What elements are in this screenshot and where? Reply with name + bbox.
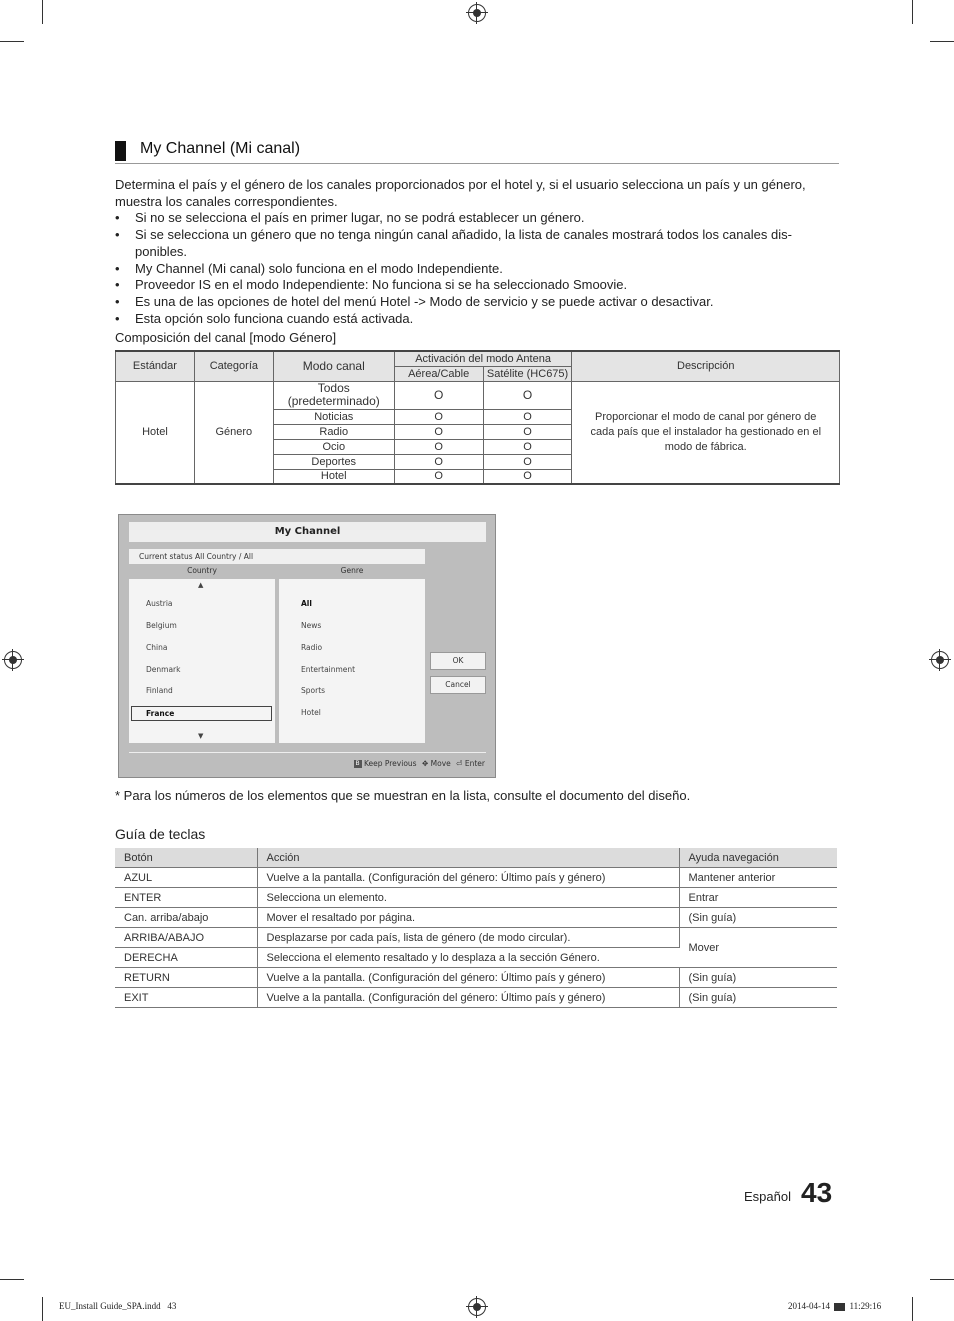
table-caption: Composición del canal [modo Género] <box>115 330 337 345</box>
page-number: 43 <box>801 1177 833 1208</box>
table-row <box>115 888 837 908</box>
cell-aerea: O <box>394 381 483 409</box>
country-item[interactable]: Austria <box>146 599 173 608</box>
cell-ayuda: (Sin guía) <box>679 988 837 1008</box>
cell-modo: Todos (predeterminado) <box>273 381 394 409</box>
cell-boton: Can. arriba/abajo <box>115 908 257 928</box>
section-title-text: My Channel (Mi canal) <box>140 140 301 157</box>
bullet-item: • Proveedor IS en el modo Independiente: No funciona si se ha seleccionado Smoovie. <box>115 277 628 292</box>
cell-modo: Ocio <box>273 439 394 454</box>
blue-key-icon: B <box>355 760 360 767</box>
crop-mark <box>42 1297 43 1321</box>
glyph-placeholder-icon <box>834 1303 845 1311</box>
header-satelite: Satélite (HC675) <box>483 366 572 381</box>
genre-list[interactable] <box>279 579 425 743</box>
cell-accion: Selecciona un elemento. <box>257 888 679 908</box>
osd-status: Current status All Country / All <box>129 549 425 564</box>
table-row <box>115 988 837 1008</box>
cell-satelite: O <box>483 381 572 409</box>
bullet-item: • Esta opción solo funciona cuando está activada. <box>115 311 414 326</box>
language-label: Español <box>744 1189 791 1204</box>
print-time-value: 11:29:16 <box>849 1301 882 1311</box>
intro-paragraph: Determina el país y el género de los canales proporcionados por el hotel y, si el usuario selecciona un país y un género, muestra los canales correspondientes. <box>115 177 806 209</box>
crop-mark <box>42 0 43 24</box>
genre-header: Genre <box>340 566 364 575</box>
cell-boton: ARRIBA/ABAJO <box>115 928 257 948</box>
move-arrows-icon: ✥ <box>421 759 429 768</box>
osd-title: My Channel <box>129 522 486 542</box>
country-item-selected[interactable]: France <box>131 706 272 721</box>
genre-item[interactable]: Radio <box>301 643 323 652</box>
cell-accion: Desplazarse por cada país, lista de género (de modo circular). <box>257 928 679 948</box>
header-aerea: Aérea/Cable <box>394 366 483 381</box>
cell-ayuda: Mover <box>679 928 837 968</box>
cell-boton: EXIT <box>115 988 257 1008</box>
bullet-item: • Si no se selecciona el país en primer lugar, no se podrá establecer un género. <box>115 210 585 225</box>
key-guide-title: Guía de teclas <box>115 826 206 842</box>
registration-mark-icon <box>468 4 486 22</box>
bullet-item: • Es una de las opciones de hotel del menú Hotel -> Modo de servicio y se puede activar o desactivar. <box>115 294 714 309</box>
bullet-item: • Si se selecciona un género que no tenga ningún canal añadido, la lista de canales mostrará todos los canales dis-ponibles. <box>115 227 792 259</box>
cell-ayuda: Entrar <box>679 888 837 908</box>
cell-aerea: O <box>394 409 483 424</box>
header-estandar: Estándar <box>116 351 195 381</box>
crop-mark <box>912 0 913 24</box>
crop-mark <box>0 1279 24 1280</box>
cell-modo: Radio <box>273 424 394 439</box>
cell-modo: Noticias <box>273 409 394 424</box>
table-row <box>115 868 837 888</box>
country-item[interactable]: Finland <box>146 686 173 695</box>
cell-boton: RETURN <box>115 968 257 988</box>
channel-composition-table <box>115 350 840 485</box>
cell-accion: Vuelve a la pantalla. (Configuración del género: Último país y género) <box>257 968 679 988</box>
registration-mark-icon <box>4 651 22 669</box>
cell-categoria: Género <box>194 381 273 484</box>
cell-satelite: O <box>483 424 572 439</box>
genre-item-selected[interactable]: All <box>301 599 312 608</box>
header-modo: Modo canal <box>273 351 394 381</box>
country-header: Country <box>187 566 217 575</box>
ok-button[interactable]: OK <box>430 652 486 670</box>
section-title <box>115 139 839 164</box>
table-row <box>115 928 837 948</box>
file-name: EU_Install Guide_SPA.indd 43 <box>59 1301 177 1311</box>
section-marker <box>115 141 126 161</box>
header-descripcion: Descripción <box>572 351 840 381</box>
country-item[interactable]: China <box>146 643 168 652</box>
cell-satelite: O <box>483 409 572 424</box>
bullet-item: • My Channel (Mi canal) solo funciona en el modo Independiente. <box>115 261 503 276</box>
cell-satelite: O <box>483 454 572 469</box>
header-activacion: Activación del modo Antena <box>394 351 572 366</box>
cancel-button[interactable]: Cancel <box>430 676 486 694</box>
genre-item[interactable]: News <box>301 621 322 630</box>
cell-aerea: O <box>394 439 483 454</box>
cell-descripcion: Proporcionar el modo de canal por género de cada país que el instalador ha gestionado en el modo de fábrica. <box>572 381 840 484</box>
cell-satelite: O <box>483 439 572 454</box>
cell-aerea: O <box>394 454 483 469</box>
enter-key-icon: ⏎ <box>456 759 463 768</box>
move-hint: Move <box>430 759 451 768</box>
scroll-down-icon[interactable]: ▼ <box>198 732 204 740</box>
osd-footer <box>354 759 485 768</box>
cell-modo: Deportes <box>273 454 394 469</box>
header-ayuda: Ayuda navegación <box>679 848 837 868</box>
country-item[interactable]: Denmark <box>146 665 181 674</box>
enter-hint: Enter <box>464 759 485 768</box>
cell-accion: Vuelve a la pantalla. (Configuración del género: Último país y género) <box>257 868 679 888</box>
crop-mark <box>930 1279 954 1280</box>
cell-satelite: O <box>483 469 572 484</box>
design-note: * Para los números de los elementos que se muestran en la lista, consulte el documento del diseño. <box>115 788 691 803</box>
osd-divider <box>129 752 486 753</box>
header-categoria: Categoría <box>194 351 273 381</box>
cell-aerea: O <box>394 469 483 484</box>
print-date-value: 2014-04-14 <box>788 1301 830 1311</box>
print-date <box>788 1301 881 1311</box>
table-row <box>115 908 837 928</box>
cell-boton: AZUL <box>115 868 257 888</box>
country-item[interactable]: Belgium <box>146 621 177 630</box>
header-boton: Botón <box>115 848 257 868</box>
key-guide-table <box>115 848 837 1008</box>
crop-mark <box>912 1297 913 1321</box>
cell-accion: Vuelve a la pantalla. (Configuración del género: Último país y género) <box>257 988 679 1008</box>
country-list[interactable] <box>129 579 275 743</box>
crop-mark <box>0 41 24 42</box>
cell-accion: Mover el resaltado por página. <box>257 908 679 928</box>
cell-estandar: Hotel <box>116 381 195 484</box>
cell-ayuda: (Sin guía) <box>679 968 837 988</box>
genre-item[interactable]: Sports <box>301 686 326 695</box>
genre-item[interactable]: Entertainment <box>301 665 356 674</box>
cell-ayuda: Mantener anterior <box>679 868 837 888</box>
keep-previous-hint: Keep Previous <box>363 759 417 768</box>
registration-mark-icon <box>468 1298 486 1316</box>
cell-aerea: O <box>394 424 483 439</box>
cell-accion: Selecciona el elemento resaltado y lo desplaza a la sección Género. <box>257 948 679 968</box>
genre-item[interactable]: Hotel <box>301 708 321 717</box>
crop-mark <box>930 41 954 42</box>
cell-boton: DERECHA <box>115 948 257 968</box>
registration-mark-icon <box>931 651 949 669</box>
scroll-up-icon[interactable]: ▲ <box>198 581 204 589</box>
header-accion: Acción <box>257 848 679 868</box>
cell-ayuda: (Sin guía) <box>679 908 837 928</box>
cell-boton: ENTER <box>115 888 257 908</box>
my-channel-osd <box>118 514 496 778</box>
table-row <box>115 968 837 988</box>
cell-modo: Hotel <box>273 469 394 484</box>
